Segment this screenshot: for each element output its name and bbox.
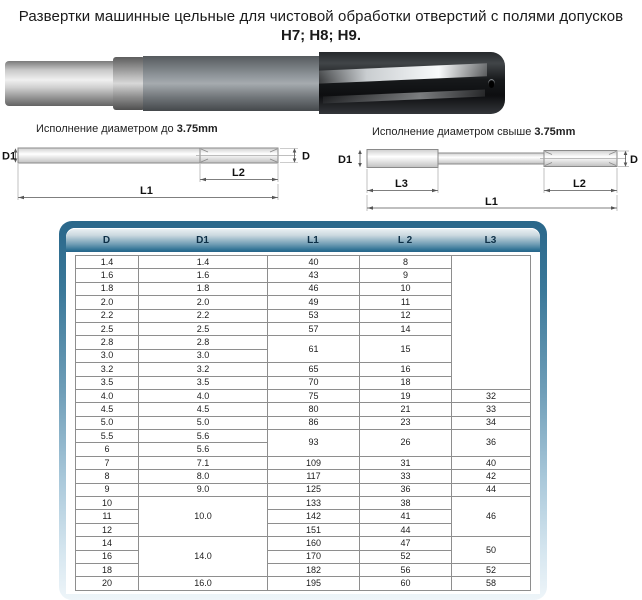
table-row bbox=[76, 483, 531, 496]
table-cell: 8.0 bbox=[139, 470, 268, 483]
table-cell: 60 bbox=[360, 577, 452, 590]
diagram-right-drawing bbox=[322, 143, 642, 215]
table-cell: 7.1 bbox=[139, 456, 268, 469]
table-cell: 109 bbox=[268, 456, 360, 469]
table-cell: 182 bbox=[268, 563, 360, 576]
table-cell: 14.0 bbox=[139, 537, 268, 577]
table-cell: 47 bbox=[360, 537, 452, 550]
table-cell: 38 bbox=[360, 497, 452, 510]
table-cell: 75 bbox=[268, 389, 360, 402]
table-cell: 36 bbox=[360, 483, 452, 496]
table-cell: 58 bbox=[452, 577, 531, 590]
table-cell: 26 bbox=[360, 430, 452, 457]
table-cell: 4.5 bbox=[76, 403, 139, 416]
table-cell: 8 bbox=[76, 470, 139, 483]
table-cell: 56 bbox=[360, 563, 452, 576]
flute-highlight bbox=[319, 63, 487, 84]
table-cell: 57 bbox=[268, 322, 360, 335]
dim-label-l2: L2 bbox=[573, 178, 586, 190]
table-cell: 34 bbox=[452, 416, 531, 429]
table-cell: 1.6 bbox=[139, 269, 268, 282]
table-cell: 3.5 bbox=[76, 376, 139, 389]
table-cell: 20 bbox=[76, 577, 139, 590]
table-cell: 5.0 bbox=[139, 416, 268, 429]
table-cell: 2.2 bbox=[76, 309, 139, 322]
table-cell: 142 bbox=[268, 510, 360, 523]
neck-outline bbox=[438, 153, 544, 164]
table-cell: 52 bbox=[452, 563, 531, 576]
reamer-cutting-head bbox=[319, 52, 505, 114]
center-hole bbox=[488, 79, 495, 88]
table-cell: 2.8 bbox=[139, 336, 268, 349]
table-cell: 11 bbox=[360, 296, 452, 309]
column-header-l1: L1 bbox=[307, 234, 319, 246]
caption-size: 3.75mm bbox=[176, 123, 218, 135]
table-cell: 12 bbox=[76, 523, 139, 536]
table-cell: 16 bbox=[76, 550, 139, 563]
table-cell: 3.0 bbox=[76, 349, 139, 362]
table-cell: 9 bbox=[360, 269, 452, 282]
table-cell: 1.4 bbox=[76, 256, 139, 269]
table-cell: 31 bbox=[360, 456, 452, 469]
table-cell: 133 bbox=[268, 497, 360, 510]
table-row bbox=[76, 403, 531, 416]
table-row bbox=[76, 416, 531, 429]
table-cell: 2.5 bbox=[139, 322, 268, 335]
table-cell: 3.2 bbox=[76, 363, 139, 376]
table-cell: 65 bbox=[268, 363, 360, 376]
table-cell: 43 bbox=[268, 269, 360, 282]
spec-table bbox=[75, 255, 531, 591]
table-cell: 4.0 bbox=[76, 389, 139, 402]
table-cell: 151 bbox=[268, 523, 360, 536]
flute-highlight-lower bbox=[323, 89, 485, 103]
table-cell: 170 bbox=[268, 550, 360, 563]
dim-label-d: D bbox=[302, 150, 310, 163]
dim-label-l1: L1 bbox=[140, 185, 153, 197]
table-cell: 2.8 bbox=[76, 336, 139, 349]
caption-text: Исполнение диаметром свыше bbox=[372, 126, 532, 138]
table-cell: 49 bbox=[268, 296, 360, 309]
dim-label-d: D bbox=[630, 154, 638, 166]
table-row bbox=[76, 456, 531, 469]
dim-label-l2: L2 bbox=[232, 167, 245, 179]
table-cell: 2.2 bbox=[139, 309, 268, 322]
table-cell: 1.6 bbox=[76, 269, 139, 282]
table-cell: 32 bbox=[452, 389, 531, 402]
table-cell: 3.5 bbox=[139, 376, 268, 389]
table-header-row bbox=[66, 228, 540, 252]
dim-label-l1: L1 bbox=[485, 196, 498, 208]
table-cell: 3.2 bbox=[139, 363, 268, 376]
dim-label-d1: D1 bbox=[2, 150, 17, 163]
table-cell: 2.0 bbox=[139, 296, 268, 309]
column-header-d1: D1 bbox=[196, 234, 209, 246]
table-cell: 21 bbox=[360, 403, 452, 416]
table-cell: 1.4 bbox=[139, 256, 268, 269]
table-cell: 5.6 bbox=[139, 430, 268, 443]
table-cell: 18 bbox=[360, 376, 452, 389]
table-cell: 12 bbox=[360, 309, 452, 322]
shank-outline bbox=[367, 150, 438, 168]
table-cell: 16.0 bbox=[139, 577, 268, 590]
table-row bbox=[76, 537, 531, 550]
table-cell: 36 bbox=[452, 430, 531, 457]
table-cell: 16 bbox=[360, 363, 452, 376]
table-cell: 80 bbox=[268, 403, 360, 416]
table-cell: 7 bbox=[76, 456, 139, 469]
dim-label-d1: D1 bbox=[338, 154, 353, 166]
table-cell: 46 bbox=[268, 282, 360, 295]
diagram-right-caption bbox=[372, 126, 575, 138]
table-cell: 14 bbox=[360, 322, 452, 335]
shaft-outline bbox=[18, 148, 200, 163]
table-cell: 5.0 bbox=[76, 416, 139, 429]
table-cell: 19 bbox=[360, 389, 452, 402]
table-cell: 50 bbox=[452, 537, 531, 564]
column-header-d: D bbox=[102, 234, 111, 246]
table-cell: 9 bbox=[76, 483, 139, 496]
reamer-photo bbox=[5, 48, 507, 120]
table-cell: 33 bbox=[360, 470, 452, 483]
table-frame bbox=[59, 221, 547, 600]
table-cell: 15 bbox=[360, 336, 452, 363]
table-cell: 11 bbox=[76, 510, 139, 523]
table-cell: 2.5 bbox=[76, 322, 139, 335]
table-cell: 86 bbox=[268, 416, 360, 429]
table-row bbox=[76, 497, 531, 510]
table-cell: 44 bbox=[452, 483, 531, 496]
table-cell: 160 bbox=[268, 537, 360, 550]
table-cell: 61 bbox=[268, 336, 360, 363]
table-cell: 52 bbox=[360, 550, 452, 563]
table-cell: 42 bbox=[452, 470, 531, 483]
table-cell: 8 bbox=[360, 256, 452, 269]
table-body-area bbox=[66, 252, 540, 594]
table-cell: 10 bbox=[76, 497, 139, 510]
dim-label-l3: L3 bbox=[395, 178, 408, 190]
table-cell bbox=[452, 256, 531, 390]
table-cell: 3.0 bbox=[139, 349, 268, 362]
column-header-l3: L3 bbox=[484, 234, 497, 246]
caption-size: 3.75mm bbox=[534, 126, 576, 138]
table-cell: 44 bbox=[360, 523, 452, 536]
table-cell: 4.5 bbox=[139, 403, 268, 416]
caption-text: Исполнение диаметром до bbox=[36, 123, 174, 135]
table-cell: 33 bbox=[452, 403, 531, 416]
reamer-collar bbox=[113, 57, 145, 110]
table-cell: 93 bbox=[268, 430, 360, 457]
spec-table-body bbox=[76, 256, 531, 591]
table-cell: 1.8 bbox=[139, 282, 268, 295]
table-cell: 1.8 bbox=[76, 282, 139, 295]
table-row bbox=[76, 256, 531, 269]
table-cell: 5.6 bbox=[139, 443, 268, 456]
table-cell: 70 bbox=[268, 376, 360, 389]
reamer-body bbox=[143, 56, 321, 111]
table-cell: 195 bbox=[268, 577, 360, 590]
table-cell: 41 bbox=[360, 510, 452, 523]
table-cell: 10 bbox=[360, 282, 452, 295]
column-header-l2: L 2 bbox=[397, 234, 413, 246]
table-cell: 117 bbox=[268, 470, 360, 483]
table-cell: 125 bbox=[268, 483, 360, 496]
table-cell: 2.0 bbox=[76, 296, 139, 309]
page-title-tolerances: Н7; Н8; Н9. bbox=[280, 27, 362, 44]
table-row bbox=[76, 577, 531, 590]
table-cell: 40 bbox=[268, 256, 360, 269]
table-cell: 9.0 bbox=[139, 483, 268, 496]
table-cell: 53 bbox=[268, 309, 360, 322]
table-cell: 14 bbox=[76, 537, 139, 550]
table-cell: 46 bbox=[452, 497, 531, 537]
table-cell: 5.5 bbox=[76, 430, 139, 443]
reamer-shank bbox=[5, 61, 117, 106]
diagram-left-drawing bbox=[0, 140, 322, 212]
table-cell: 18 bbox=[76, 563, 139, 576]
table-cell: 23 bbox=[360, 416, 452, 429]
page-title: Развертки машинные цельные для чистовой обработки отверстий с полями допусков bbox=[18, 8, 624, 25]
table-row bbox=[76, 430, 531, 443]
table-row bbox=[76, 470, 531, 483]
diagram-left-caption bbox=[36, 123, 218, 135]
table-cell: 40 bbox=[452, 456, 531, 469]
table-row bbox=[76, 389, 531, 402]
table-cell: 10.0 bbox=[139, 497, 268, 537]
table-cell: 4.0 bbox=[139, 389, 268, 402]
table-cell: 6 bbox=[76, 443, 139, 456]
